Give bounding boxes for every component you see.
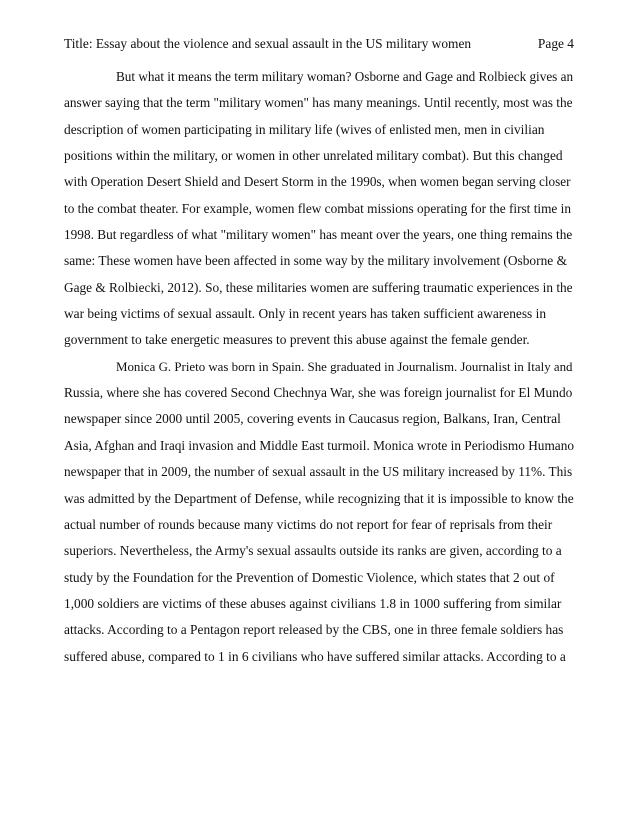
- text-line: newspaper that in 2009, the number of sexual assault in the US military increased by 11%. This: [64, 464, 573, 480]
- text-line: 1,000 soldiers are victims of these abuses against civilians 1.8 in 1000 suffering from similar: [64, 595, 562, 611]
- paragraph: [64, 354, 574, 670]
- text-line: study by the Foundation for the Prevention of Domestic Violence, which states that 2 out of: [64, 569, 555, 585]
- text-line: newspaper since 2000 until 2005, covering events in Caucasus region, Balkans, Iran, Central: [64, 411, 561, 427]
- text-line: 1998. But regardless of what "military women" has meant over the years, one thing remains the: [64, 227, 573, 243]
- text-line: with Operation Desert Shield and Desert Storm in the 1990s, when women began serving closer: [64, 174, 571, 190]
- text-line: description of women participating in military life (wives of enlisted men, men in civilian: [64, 121, 545, 137]
- text-line: Asia, Afghan and Iraqi invasion and Middle East turmoil. Monica wrote in Periodismo Humano: [64, 437, 574, 453]
- text-line: Gage & Rolbiecki, 2012). So, these militaries women are suffering traumatic experiences in the: [64, 279, 573, 295]
- page-number: Page 4: [537, 36, 574, 51]
- paragraph: [64, 64, 574, 354]
- text-line: Russia, where she has covered Second Chechnya War, she was foreign journalist for El Mundo: [64, 385, 573, 401]
- text-line: war being victims of sexual assault. Only in recent years has taken sufficient awareness in: [64, 306, 547, 322]
- running-header: [64, 33, 574, 55]
- text-line: But what it means the term military woman? Osborne and Gage and Rolbieck gives an: [116, 69, 574, 84]
- text-line: was admitted by the Department of Defense, while recognizing that it is impossible to know the: [64, 490, 574, 506]
- essay-body: [64, 64, 574, 670]
- text-line: suffered abuse, compared to 1 in 6 civilians who have suffered similar attacks. According to a: [64, 648, 566, 664]
- text-line: government to take energetic measures to prevent this abuse against the female gender.: [64, 332, 530, 348]
- text-line: answer saying that the term "military women" has many meanings. Until recently, most was the: [64, 95, 573, 111]
- text-line: positions within the military, or women in other unrelated military combat). But this changed: [64, 148, 563, 164]
- text-line: superiors. Nevertheless, the Army's sexual assaults outside its ranks are given, according to a: [64, 543, 562, 559]
- text-line: Monica G. Prieto was born in Spain. She graduated in Journalism. Journalist in Italy and: [116, 359, 573, 374]
- header-title: Title: Essay about the violence and sexual assault in the US military women: [64, 36, 472, 51]
- text-line: attacks. According to a Pentagon report released by the CBS, one in three female soldiers has: [64, 622, 564, 638]
- text-line: to the combat theater. For example, women flew combat missions operating for the first time in: [64, 200, 572, 216]
- text-line: same: These women have been affected in some way by the military involvement (Osborne &: [64, 253, 567, 269]
- text-line: actual number of rounds because many victims do not report for fear of reprisals from their: [64, 516, 553, 532]
